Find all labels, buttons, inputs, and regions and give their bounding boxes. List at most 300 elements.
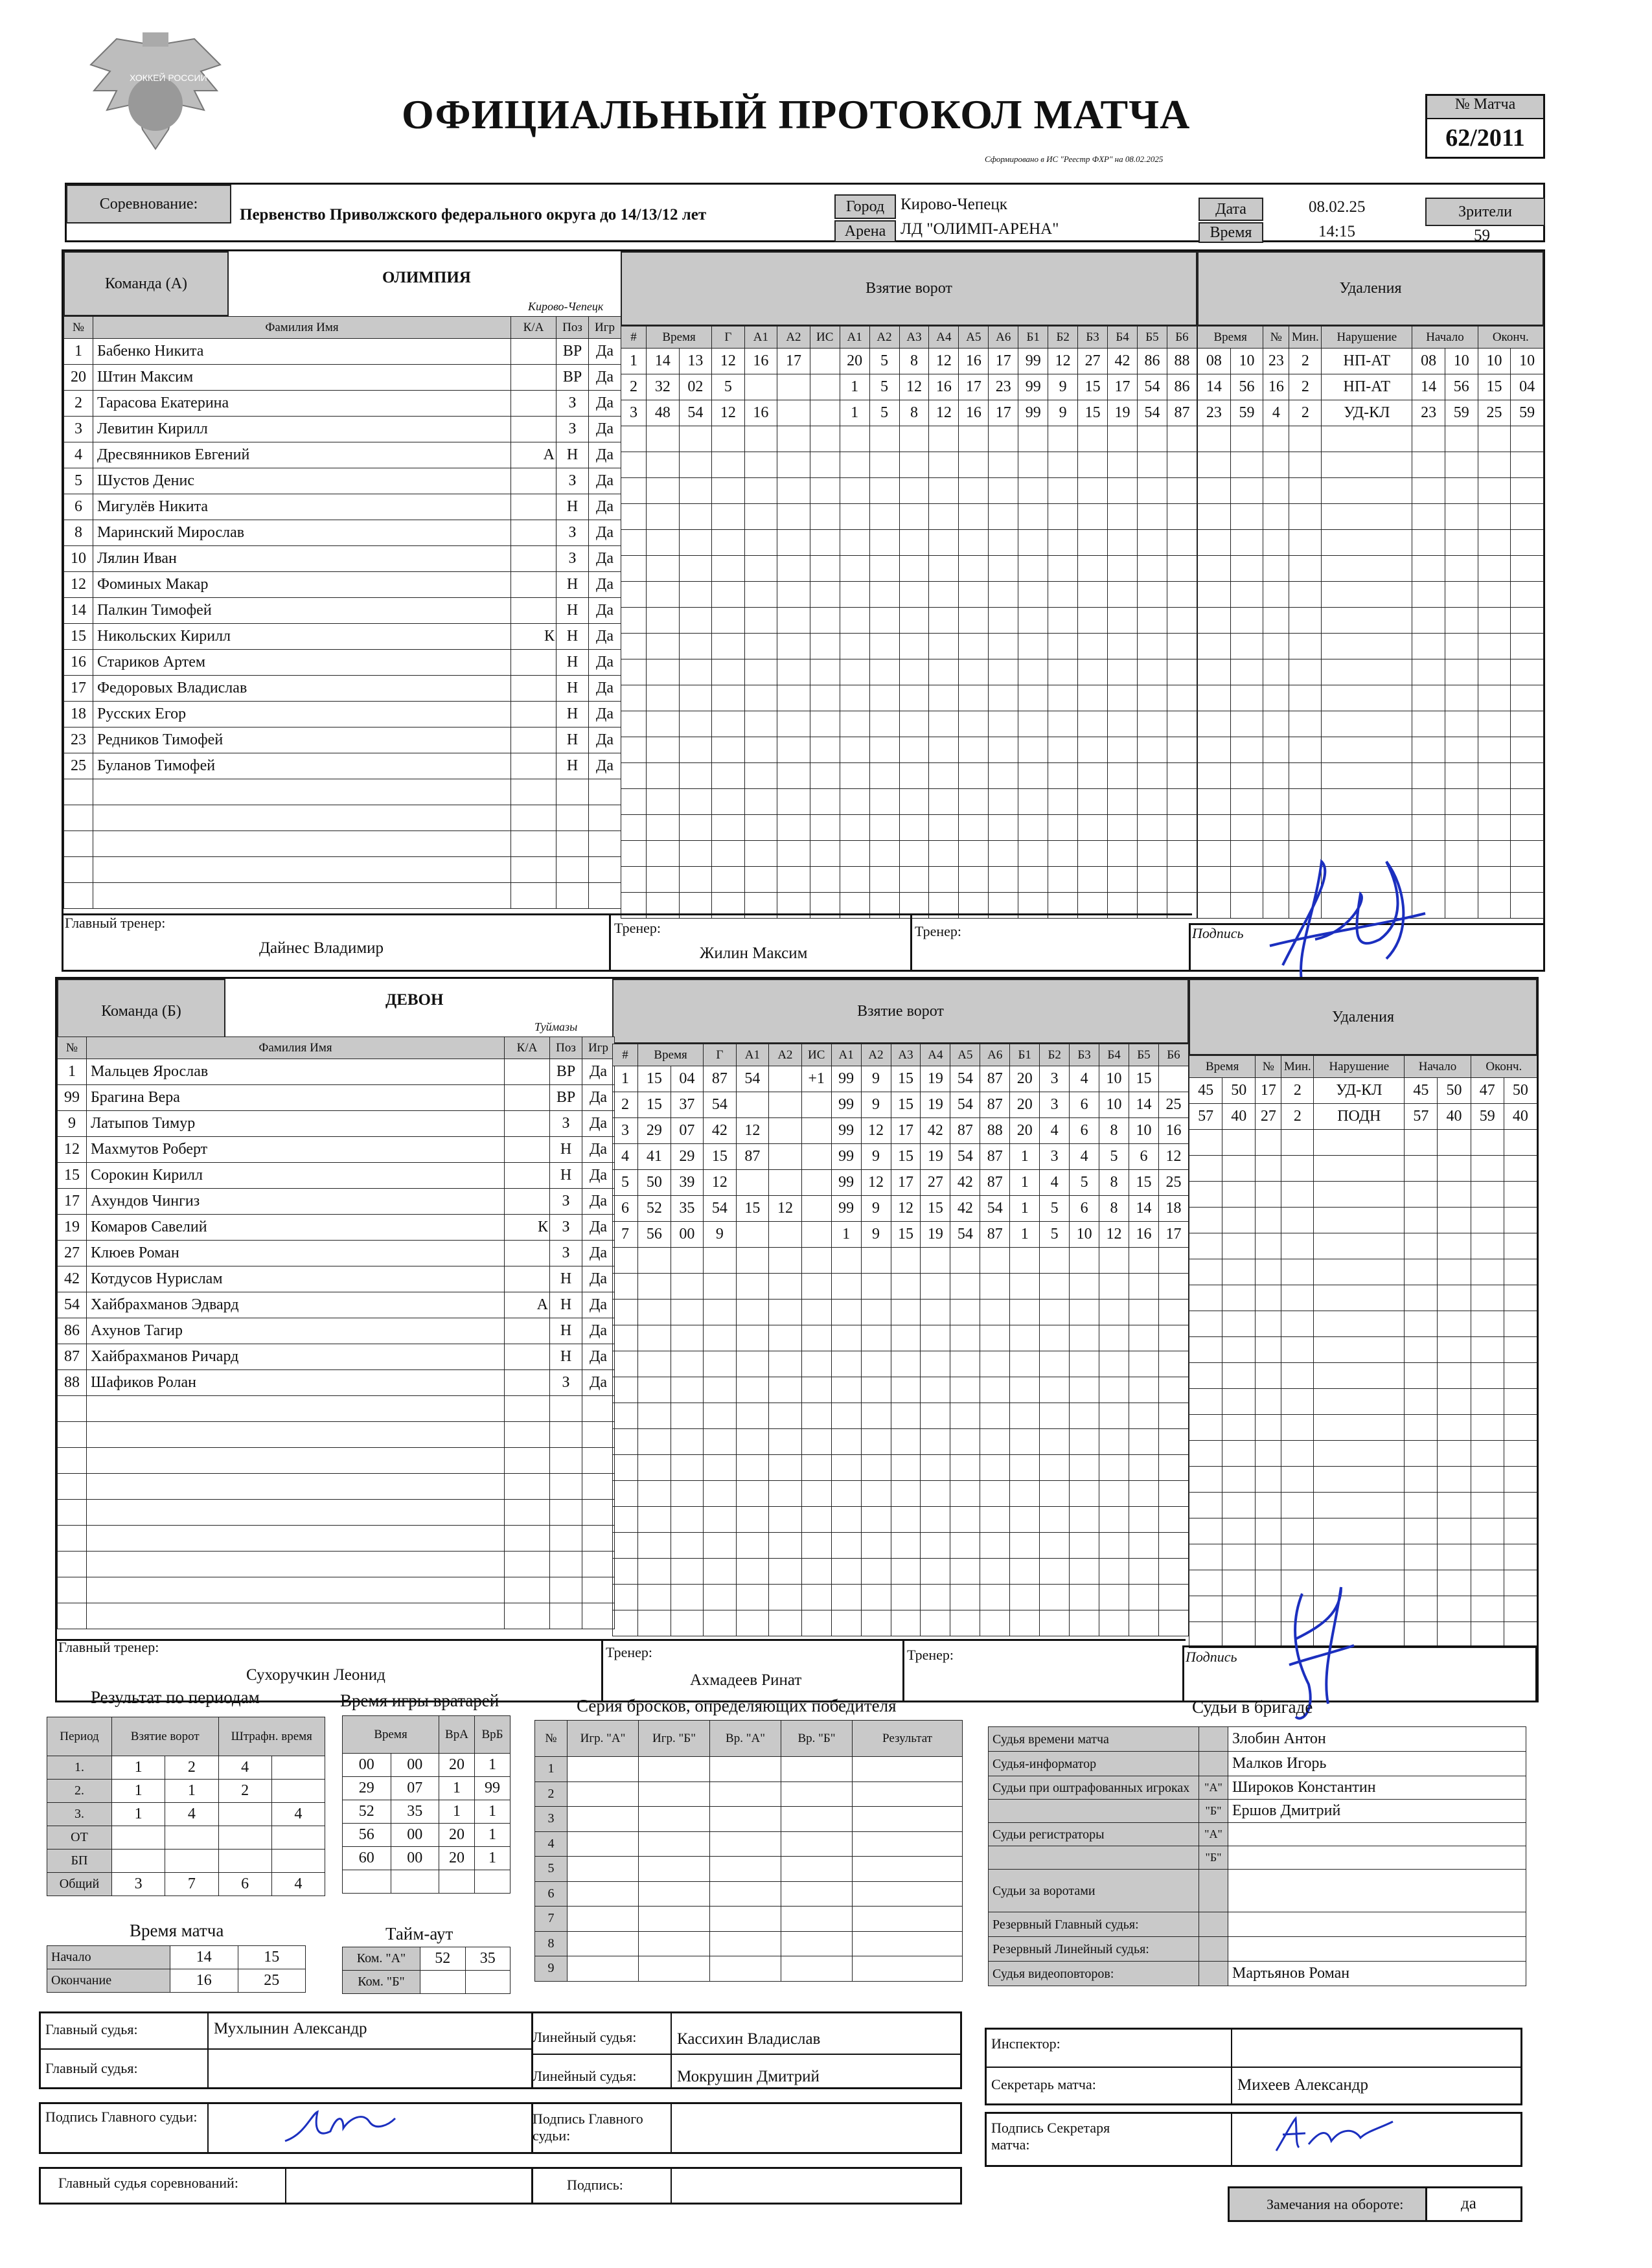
goal-cell: 29 <box>671 1144 704 1170</box>
goal-cell <box>1108 452 1138 478</box>
shootout-cell <box>710 1931 781 1956</box>
shootout-number: 5 <box>535 1857 568 1882</box>
goalie-value: 07 <box>391 1777 439 1800</box>
player-number <box>58 1448 87 1474</box>
player-name: Лялин Иван <box>93 546 511 572</box>
goal-cell <box>891 1533 921 1559</box>
penalty-cell <box>1445 530 1478 556</box>
player-row <box>64 468 621 494</box>
goal-cell <box>744 815 777 841</box>
official-role: Резервный Линейный судья: <box>989 1937 1199 1962</box>
goal-cell <box>1167 608 1197 634</box>
official-name <box>1228 1912 1526 1937</box>
goal-cell <box>989 634 1018 659</box>
goal-cell <box>801 1248 831 1274</box>
penalty-cell <box>1471 1415 1504 1441</box>
shootout-cell <box>639 1857 710 1882</box>
penalty-cell <box>1263 737 1289 763</box>
goal-cell <box>1129 1403 1159 1429</box>
player-position: Н <box>556 598 589 624</box>
player-position <box>556 831 589 857</box>
goal-cell <box>810 789 840 815</box>
goal-col-header: Время <box>638 1044 704 1066</box>
player-row <box>64 753 621 779</box>
player-position: Н <box>556 702 589 727</box>
player-position: Н <box>550 1266 582 1292</box>
goal-cell <box>801 1222 831 1248</box>
goal-cell <box>950 1274 980 1300</box>
goal-row <box>613 1533 1189 1559</box>
goal-cell: 87 <box>980 1092 1010 1118</box>
goal-cell <box>840 582 869 608</box>
goalie-value <box>391 1870 439 1894</box>
goal-cell <box>1158 1403 1188 1429</box>
goal-cell <box>1158 1585 1188 1610</box>
goal-cell <box>929 556 959 582</box>
goal-cell <box>647 763 680 789</box>
goal-cell <box>921 1429 950 1455</box>
goal-cell <box>1018 737 1048 763</box>
shootout-cell <box>639 1907 710 1932</box>
match-number-label: № Матча <box>1427 96 1543 119</box>
official-name <box>1228 1870 1526 1912</box>
goal-cell: 41 <box>638 1144 671 1170</box>
goal-cell: 18 <box>1158 1196 1188 1222</box>
goal-cell: 99 <box>831 1066 861 1092</box>
goal-cell <box>1108 426 1138 452</box>
goal-cell <box>921 1481 950 1507</box>
penalty-cell <box>1256 1208 1281 1233</box>
penalty-cell <box>1314 1182 1405 1208</box>
goal-cell <box>736 1377 769 1403</box>
goal-cell <box>704 1455 737 1481</box>
goal-cell: 5 <box>1070 1170 1099 1196</box>
player-role <box>511 831 556 857</box>
period-value: 7 <box>165 1873 218 1896</box>
goal-cell <box>777 608 810 634</box>
goal-cell <box>621 685 647 711</box>
goal-cell: 4 <box>1040 1170 1070 1196</box>
player-position: Н <box>556 727 589 753</box>
player-name <box>93 805 511 831</box>
goal-cell <box>1018 582 1048 608</box>
official-role: Судьи за воротами <box>989 1870 1199 1912</box>
player-name <box>87 1603 505 1629</box>
goal-cell <box>980 1481 1010 1507</box>
penalty-cell <box>1314 1285 1405 1311</box>
player-position <box>550 1422 582 1448</box>
penalty-cell <box>1504 1337 1537 1363</box>
penalty-cell: 25 <box>1478 400 1511 426</box>
penalty-cell <box>1478 556 1511 582</box>
shootout-cell <box>781 1807 853 1832</box>
goal-cell <box>1018 478 1048 504</box>
goal-cell <box>736 1222 769 1248</box>
goal-cell <box>869 737 899 763</box>
penalty-cell <box>1222 1156 1256 1182</box>
penalty-cell <box>1198 426 1231 452</box>
player-number: 25 <box>64 753 93 779</box>
penalty-cell <box>1471 1285 1504 1311</box>
penalty-cell <box>1222 1337 1256 1363</box>
team-a-label: Команда (А) <box>63 251 229 316</box>
goal-cell <box>1099 1507 1129 1533</box>
official-role <box>989 1800 1199 1823</box>
goal-cell <box>638 1300 671 1325</box>
goal-cell: 99 <box>831 1144 861 1170</box>
goal-cell <box>921 1585 950 1610</box>
penalty-cell <box>1289 634 1322 659</box>
goal-cell <box>621 867 647 893</box>
goal-cell: 12 <box>769 1196 802 1222</box>
penalty-cell <box>1438 1389 1471 1415</box>
shootout-row <box>535 1757 963 1782</box>
roster-col-header: Фамилия Имя <box>93 317 511 339</box>
player-row <box>64 831 621 857</box>
goal-cell <box>959 608 989 634</box>
player-plays: Да <box>589 650 621 676</box>
goal-cell <box>861 1585 891 1610</box>
penalty-cell <box>1471 1441 1504 1467</box>
goal-col-header: А4 <box>929 326 959 349</box>
goal-cell <box>777 789 810 815</box>
goal-cell <box>671 1377 704 1403</box>
penalty-cell <box>1511 685 1544 711</box>
goal-cell <box>736 1300 769 1325</box>
goalie-col-header: ВрА <box>439 1716 475 1754</box>
goal-cell <box>840 711 869 737</box>
goal-row <box>621 478 1197 504</box>
penalty-cell <box>1314 1415 1405 1441</box>
goal-cell <box>1099 1610 1129 1636</box>
goal-cell <box>869 452 899 478</box>
goal-cell <box>613 1507 638 1533</box>
penalty-cell <box>1198 737 1231 763</box>
goal-cell <box>736 1455 769 1481</box>
penalty-cell <box>1405 1622 1438 1648</box>
player-plays: Да <box>582 1292 615 1318</box>
goal-cell <box>1018 608 1048 634</box>
goal-cell <box>831 1585 861 1610</box>
penalty-cell <box>1198 789 1231 815</box>
shootout-row <box>535 1931 963 1956</box>
goalie-value <box>343 1870 391 1894</box>
match-time-title: Время матча <box>130 1921 224 1940</box>
goal-cell: 99 <box>831 1170 861 1196</box>
goal-row <box>613 1455 1189 1481</box>
goal-cell: 4 <box>1070 1066 1099 1092</box>
shootout-cell <box>710 1907 781 1932</box>
penalty-cell <box>1438 1467 1471 1493</box>
goalie-value <box>475 1870 511 1894</box>
player-row <box>64 494 621 520</box>
penalty-cell <box>1198 582 1231 608</box>
goal-cell: 99 <box>1018 374 1048 400</box>
goal-cell <box>712 867 745 893</box>
goal-cell <box>950 1585 980 1610</box>
official-row <box>989 1776 1526 1800</box>
goal-cell <box>1040 1429 1070 1455</box>
penalty-cell <box>1314 1208 1405 1233</box>
goal-cell <box>1129 1274 1159 1300</box>
goal-cell <box>679 582 712 608</box>
player-name: Сорокин Кирилл <box>87 1163 505 1189</box>
goal-cell <box>959 815 989 841</box>
player-row <box>64 442 621 468</box>
goal-cell <box>736 1585 769 1610</box>
goal-cell <box>861 1610 891 1636</box>
official-team: "А" <box>1199 1823 1228 1846</box>
player-position: З <box>556 468 589 494</box>
goal-cell <box>712 478 745 504</box>
player-number: 20 <box>64 365 93 391</box>
penalty-cell <box>1445 556 1478 582</box>
period-label: БП <box>47 1850 112 1873</box>
penalty-cell <box>1504 1130 1537 1156</box>
penalty-cell <box>1314 1337 1405 1363</box>
penalty-cell <box>1412 478 1445 504</box>
penalty-cell <box>1405 1570 1438 1596</box>
goal-cell <box>769 1351 802 1377</box>
line-ref-label: Линейный судья: <box>533 2029 637 2045</box>
shootout-col-header: Вр. "А" <box>710 1721 781 1757</box>
goal-cell: 12 <box>929 400 959 426</box>
goal-cell <box>647 608 680 634</box>
penalty-cell <box>1478 608 1511 634</box>
goal-cell: 1 <box>831 1222 861 1248</box>
goal-cell <box>840 763 869 789</box>
goal-cell <box>1078 556 1108 582</box>
shootout-col-header: Вр. "Б" <box>781 1721 853 1757</box>
player-row <box>64 727 621 753</box>
player-plays: Да <box>589 753 621 779</box>
main-ref-label-2: Главный судья: <box>45 2060 138 2076</box>
period-value <box>165 1826 218 1850</box>
penalty-col-header: Оконч. <box>1478 326 1543 349</box>
penalty-cell <box>1504 1389 1537 1415</box>
player-name: Палкин Тимофей <box>93 598 511 624</box>
goal-cell <box>1158 1455 1188 1481</box>
goal-cell <box>1070 1559 1099 1585</box>
goal-cell: 8 <box>899 400 929 426</box>
player-number: 10 <box>64 546 93 572</box>
goal-cell <box>613 1481 638 1507</box>
goal-cell <box>777 815 810 841</box>
goalie-row <box>343 1800 511 1824</box>
goal-cell <box>1070 1300 1099 1325</box>
remarks-value: да <box>1461 2195 1476 2212</box>
period-label: 2. <box>47 1780 112 1803</box>
penalty-cell <box>1445 478 1478 504</box>
goal-cell <box>1018 634 1048 659</box>
goal-cell <box>989 737 1018 763</box>
goal-cell <box>647 634 680 659</box>
penalty-cell <box>1438 1208 1471 1233</box>
goal-row <box>621 789 1197 815</box>
goal-cell <box>712 659 745 685</box>
goal-cell <box>1018 659 1048 685</box>
goal-cell <box>950 1481 980 1507</box>
goal-cell <box>989 608 1018 634</box>
penalty-cell <box>1198 530 1231 556</box>
official-row <box>989 1870 1526 1912</box>
player-number: 86 <box>58 1318 87 1344</box>
goal-cell <box>1010 1325 1040 1351</box>
player-role <box>511 650 556 676</box>
goal-cell: 15 <box>638 1092 671 1118</box>
goal-cell <box>840 634 869 659</box>
goal-cell <box>989 841 1018 867</box>
penalty-cell <box>1504 1622 1537 1648</box>
penalty-row <box>1198 711 1544 737</box>
player-plays <box>582 1422 615 1448</box>
team-b-coach-label: Тренер: <box>606 1644 653 1660</box>
penalty-cell <box>1478 789 1511 815</box>
player-number: 1 <box>58 1059 87 1085</box>
goal-cell <box>769 1533 802 1559</box>
penalty-cell <box>1511 815 1544 841</box>
shootout-row <box>535 1881 963 1907</box>
goal-cell: 15 <box>704 1144 737 1170</box>
goal-cell <box>869 685 899 711</box>
penalty-cell <box>1189 1622 1222 1648</box>
goal-cell <box>1167 659 1197 685</box>
penalty-cell <box>1314 1259 1405 1285</box>
player-name: Левитин Кирилл <box>93 417 511 442</box>
penalty-row <box>1198 478 1544 504</box>
goal-cell <box>1108 556 1138 582</box>
goal-cell <box>1108 478 1138 504</box>
goal-cell <box>1138 711 1167 737</box>
penalty-cell <box>1322 530 1412 556</box>
player-number: 9 <box>58 1111 87 1137</box>
penalty-cell <box>1198 867 1231 893</box>
player-position: Н <box>556 753 589 779</box>
player-number: 1 <box>64 339 93 365</box>
main-ref-1: Мухлынин Александр <box>214 2020 367 2037</box>
player-plays: Да <box>589 391 621 417</box>
official-name: Широков Константин <box>1228 1776 1526 1800</box>
penalty-cell <box>1445 634 1478 659</box>
penalty-cell <box>1198 841 1231 867</box>
penalty-cell <box>1322 634 1412 659</box>
goal-cell <box>1048 659 1078 685</box>
goal-col-header: # <box>613 1044 638 1066</box>
goal-cell: 00 <box>671 1222 704 1248</box>
goal-cell <box>777 841 810 867</box>
player-number: 88 <box>58 1370 87 1396</box>
shootout-row <box>535 1781 963 1807</box>
penalty-cell <box>1445 582 1478 608</box>
penalty-row <box>1198 452 1544 478</box>
goal-cell <box>671 1481 704 1507</box>
goal-cell: 1 <box>840 400 869 426</box>
goal-cell <box>736 1351 769 1377</box>
player-position: ВР <box>556 339 589 365</box>
player-name: Ахунов Тагир <box>87 1318 505 1344</box>
goal-cell <box>810 504 840 530</box>
goal-cell <box>712 426 745 452</box>
goal-cell: 8 <box>1099 1118 1129 1144</box>
goal-cell <box>869 815 899 841</box>
penalty-cell <box>1263 452 1289 478</box>
goal-cell <box>1040 1274 1070 1300</box>
goal-cell <box>869 867 899 893</box>
goal-cell: 15 <box>891 1144 921 1170</box>
goal-cell <box>831 1403 861 1429</box>
goal-cell <box>671 1429 704 1455</box>
goal-cell <box>861 1533 891 1559</box>
goal-cell <box>777 478 810 504</box>
goal-cell <box>712 815 745 841</box>
player-role <box>505 1603 550 1629</box>
goal-cell <box>638 1429 671 1455</box>
team-a-coach2-label: Тренер: <box>915 923 962 939</box>
penalty-cell <box>1322 608 1412 634</box>
official-team <box>1199 1912 1228 1937</box>
goal-cell <box>899 815 929 841</box>
penalty-cell <box>1263 426 1289 452</box>
player-plays: Да <box>589 727 621 753</box>
goal-row <box>621 582 1197 608</box>
goal-cell <box>861 1559 891 1585</box>
player-role <box>505 1163 550 1189</box>
goal-cell <box>1048 737 1078 763</box>
penalty-cell <box>1256 1182 1281 1208</box>
period-value <box>218 1850 271 1873</box>
goal-cell <box>831 1248 861 1274</box>
penalty-row <box>1189 1493 1537 1518</box>
goal-cell <box>891 1403 921 1429</box>
goal-cell: 99 <box>831 1118 861 1144</box>
goal-cell: 5 <box>712 374 745 400</box>
generated-note: Сформировано в ИС "Реестр ФХР" на 08.02.2025 <box>985 154 1164 164</box>
player-plays <box>589 831 621 857</box>
penalty-cell: 17 <box>1256 1078 1281 1104</box>
shootout-number: 6 <box>535 1881 568 1907</box>
penalty-row <box>1189 1311 1537 1337</box>
penalty-row <box>1198 349 1544 374</box>
goal-cell: 99 <box>831 1092 861 1118</box>
penalty-cell <box>1263 711 1289 737</box>
goal-cell <box>647 659 680 685</box>
penalty-cell <box>1289 737 1322 763</box>
goal-cell <box>1078 426 1108 452</box>
penalty-cell <box>1198 711 1231 737</box>
penalty-cell <box>1230 452 1263 478</box>
penalty-cell <box>1289 711 1322 737</box>
goal-row <box>613 1351 1189 1377</box>
official-team: "Б" <box>1199 1846 1228 1870</box>
penalty-cell <box>1438 1441 1471 1467</box>
goal-cell <box>801 1585 831 1610</box>
penalty-cell <box>1281 1389 1314 1415</box>
goal-cell <box>1129 1610 1159 1636</box>
goal-cell <box>861 1248 891 1274</box>
goal-cell <box>736 1274 769 1300</box>
player-role <box>505 1577 550 1603</box>
goal-cell <box>704 1300 737 1325</box>
main-ref-sign-label: Подпись Главного судьи: <box>45 2109 198 2125</box>
goal-cell <box>861 1300 891 1325</box>
goal-cell <box>950 1533 980 1559</box>
player-position: З <box>556 391 589 417</box>
penalty-cell <box>1289 685 1322 711</box>
shootout-col-header: № <box>535 1721 568 1757</box>
penalty-cell <box>1438 1518 1471 1544</box>
goal-cell <box>1070 1507 1099 1533</box>
goal-cell: 19 <box>921 1144 950 1170</box>
